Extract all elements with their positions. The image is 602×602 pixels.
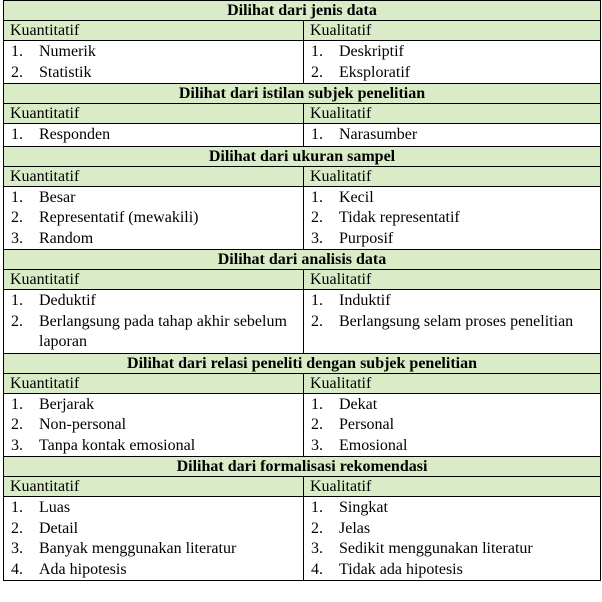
list-item	[310, 229, 594, 250]
list-item-number: 2.	[11, 63, 23, 81]
qualitative-list	[310, 188, 594, 250]
section-title: Dilihat dari istilan subjek penelitian	[4, 84, 601, 104]
list-item-text: Berjarak	[39, 395, 95, 413]
list-item-text: Jelas	[339, 519, 371, 537]
list-item	[310, 312, 594, 333]
quantitative-header: Kuantitatif	[4, 166, 304, 186]
list-item-text: Banyak menggunakan literatur	[39, 540, 237, 557]
quantitative-list-cell	[4, 290, 304, 354]
section-title-row	[4, 84, 601, 104]
list-item-text: Kecil	[339, 188, 374, 206]
list-item-text: Berlangsung selam proses penelitian	[339, 312, 574, 330]
list-item	[10, 229, 297, 250]
section-header-row	[4, 373, 601, 393]
section-title-row	[4, 457, 601, 477]
qualitative-list-cell	[304, 393, 601, 457]
section-title: Dilihat dari relasi peneliti dengan subjek penelitian	[4, 353, 601, 373]
list-item-number: 3.	[311, 229, 323, 247]
list-item	[10, 498, 297, 519]
quantitative-list	[10, 498, 297, 580]
section-header-row	[4, 477, 601, 497]
list-item	[10, 208, 297, 229]
list-item	[10, 291, 297, 312]
list-item	[10, 188, 297, 209]
comparison-table-container	[3, 0, 600, 581]
section-body-row	[4, 41, 601, 84]
quantitative-list-cell	[4, 497, 304, 581]
list-item	[10, 42, 297, 63]
list-item-number: 1.	[311, 126, 323, 143]
list-item	[10, 63, 297, 84]
section-title-row	[4, 353, 601, 373]
list-item-text: Narasumber	[339, 126, 418, 143]
section-header-row	[4, 21, 601, 41]
list-item	[10, 125, 297, 146]
list-item-text: Detail	[39, 519, 79, 537]
qualitative-list	[310, 291, 594, 332]
qualitative-header: Kualitatif	[304, 270, 601, 290]
list-item	[10, 539, 297, 560]
list-item-text: Luas	[39, 499, 71, 516]
list-item-text: Emosional	[339, 436, 408, 454]
quantitative-header: Kuantitatif	[4, 21, 304, 41]
qualitative-list-cell	[304, 290, 601, 354]
comparison-table	[3, 0, 601, 581]
list-item-text: Tanpa kontak emosional	[39, 436, 196, 454]
list-item	[310, 291, 594, 312]
list-item-text: Deskriptif	[339, 43, 404, 60]
quantitative-list-cell	[4, 186, 304, 250]
list-item-number: 2.	[311, 519, 323, 537]
list-item-text: Ada hipotesis	[39, 560, 127, 578]
list-item	[310, 208, 594, 229]
section-body-row	[4, 497, 601, 581]
qualitative-header: Kualitatif	[304, 104, 601, 124]
list-item	[10, 312, 297, 353]
list-item-number: 3.	[11, 229, 23, 247]
section-title: Dilihat dari jenis data	[4, 1, 601, 21]
section-body-row	[4, 393, 601, 457]
list-item-number: 1.	[311, 188, 323, 206]
list-item	[10, 560, 297, 581]
list-item-number: 3.	[11, 436, 23, 454]
qualitative-list	[310, 125, 594, 146]
list-item-number: 1.	[11, 126, 23, 143]
list-item-number: 1.	[11, 292, 23, 309]
list-item	[310, 436, 594, 457]
list-item-text: Random	[39, 229, 94, 247]
qualitative-list-cell	[304, 41, 601, 84]
list-item-number: 1.	[311, 499, 323, 516]
quantitative-list-cell	[4, 124, 304, 147]
list-item-number: 2.	[311, 416, 323, 433]
list-item	[310, 415, 594, 436]
section-header-row	[4, 270, 601, 290]
qualitative-list	[310, 42, 594, 83]
section-body-row	[4, 124, 601, 147]
quantitative-list	[10, 188, 297, 250]
list-item-text: Berlangsung pada tahap akhir sebelum laporan	[39, 312, 287, 350]
list-item-text: Dekat	[339, 395, 378, 413]
list-item-number: 2.	[11, 312, 23, 330]
list-item-text: Tidak ada hipotesis	[339, 560, 463, 578]
list-item-number: 2.	[311, 209, 323, 226]
list-item-number: 1.	[11, 395, 23, 413]
quantitative-list	[10, 125, 297, 146]
list-item-text: Deduktif	[39, 292, 96, 309]
qualitative-list-cell	[304, 186, 601, 250]
list-item-number: 1.	[311, 395, 323, 413]
list-item-number: 3.	[311, 540, 323, 557]
list-item-number: 1.	[311, 292, 323, 309]
quantitative-list	[10, 395, 297, 457]
list-item-number: 1.	[311, 43, 323, 60]
qualitative-header: Kualitatif	[304, 166, 601, 186]
list-item-text: Besar	[39, 188, 76, 206]
section-body-row	[4, 186, 601, 250]
section-title: Dilihat dari analisis data	[4, 250, 601, 270]
qualitative-list	[310, 395, 594, 457]
list-item-number: 3.	[311, 436, 323, 454]
list-item	[310, 125, 594, 146]
list-item	[310, 498, 594, 519]
section-title: Dilihat dari formalisasi rekomendasi	[4, 457, 601, 477]
section-title: Dilihat dari ukuran sampel	[4, 146, 601, 166]
list-item-number: 1.	[11, 188, 23, 206]
section-title-row	[4, 1, 601, 21]
list-item	[10, 395, 297, 416]
list-item-number: 1.	[11, 43, 23, 60]
quantitative-list-cell	[4, 393, 304, 457]
list-item-text: Non-personal	[39, 416, 127, 433]
list-item-number: 2.	[11, 209, 23, 226]
list-item-text: Statistik	[39, 63, 92, 81]
list-item	[310, 560, 594, 581]
list-item-number: 2.	[311, 63, 323, 81]
quantitative-header: Kuantitatif	[4, 477, 304, 497]
list-item-text: Eksploratif	[339, 63, 411, 81]
section-title-row	[4, 146, 601, 166]
list-item-text: Singkat	[339, 499, 388, 516]
qualitative-header: Kualitatif	[304, 21, 601, 41]
list-item-number: 2.	[11, 519, 23, 537]
quantitative-list-cell	[4, 41, 304, 84]
list-item-text: Purposif	[339, 229, 394, 247]
quantitative-header: Kuantitatif	[4, 373, 304, 393]
list-item	[10, 519, 297, 540]
list-item-text: Sedikit menggunakan literatur	[339, 540, 533, 557]
list-item-text: Representatif (mewakili)	[39, 209, 199, 226]
qualitative-header: Kualitatif	[304, 373, 601, 393]
list-item	[10, 436, 297, 457]
quantitative-list	[10, 42, 297, 83]
list-item-number: 2.	[311, 312, 323, 330]
list-item-text: Numerik	[39, 43, 96, 60]
list-item-number: 4.	[11, 560, 23, 578]
list-item-text: Tidak representatif	[339, 209, 460, 226]
list-item	[310, 519, 594, 540]
section-title-row	[4, 250, 601, 270]
list-item-text: Personal	[339, 416, 395, 433]
list-item	[310, 395, 594, 416]
list-item	[310, 188, 594, 209]
list-item	[310, 42, 594, 63]
list-item-number: 2.	[11, 416, 23, 433]
list-item	[10, 415, 297, 436]
quantitative-header: Kuantitatif	[4, 270, 304, 290]
list-item-number: 3.	[11, 540, 23, 557]
section-header-row	[4, 104, 601, 124]
qualitative-list	[310, 498, 594, 580]
list-item-number: 1.	[11, 499, 23, 516]
quantitative-header: Kuantitatif	[4, 104, 304, 124]
list-item	[310, 539, 594, 560]
qualitative-header: Kualitatif	[304, 477, 601, 497]
list-item	[310, 63, 594, 84]
section-body-row	[4, 290, 601, 354]
qualitative-list-cell	[304, 497, 601, 581]
list-item-text: Responden	[39, 126, 111, 143]
list-item-number: 4.	[311, 560, 323, 578]
section-header-row	[4, 166, 601, 186]
quantitative-list	[10, 291, 297, 353]
qualitative-list-cell	[304, 124, 601, 147]
list-item-text: Induktif	[339, 292, 391, 309]
